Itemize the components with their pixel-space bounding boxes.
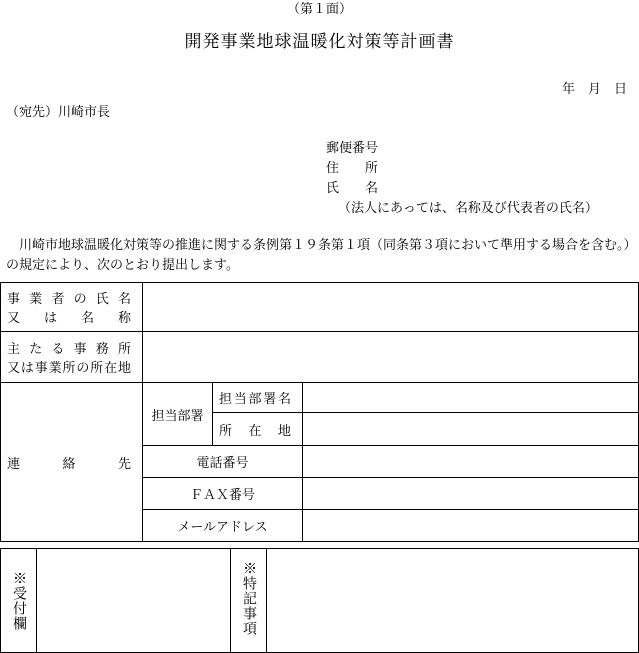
phone-label: 電話番号 (196, 456, 249, 471)
reception-value[interactable] (37, 549, 231, 653)
applicant-block (326, 139, 598, 219)
business-name-label-line1: 事業者の氏名 (7, 292, 131, 307)
page-label: （第１面） (286, 2, 352, 17)
office-row (1, 332, 639, 383)
office-value[interactable] (143, 332, 639, 383)
application-form-table (0, 282, 639, 542)
email-value[interactable] (303, 510, 639, 542)
business-name-label-line2: 又は名称 (7, 311, 131, 326)
email-label-cell (143, 510, 303, 542)
contact-label: 連絡先 (7, 456, 131, 472)
reception-label-cell (1, 549, 37, 653)
location-label-cell (213, 413, 303, 446)
reception-label: ※受付欄 (11, 571, 27, 631)
email-label: メールアドレス (177, 520, 268, 535)
office-label-line1: 主たる事務所 (7, 342, 131, 357)
corporation-note: （法人にあっては、名称及び代表者の氏名） (338, 201, 598, 216)
date-line: 年 月 日 (561, 82, 627, 97)
business-name-label-cell (1, 283, 143, 332)
fax-label: ＦＡＸ番号 (189, 488, 255, 503)
addressee: （宛先）川崎市長 (6, 105, 111, 120)
location-label: 所在地 (219, 423, 291, 439)
office-label-line2: 又は事業所の所在地 (7, 361, 131, 376)
department-name-row (1, 383, 639, 413)
department-label-cell (143, 383, 213, 446)
department-name-label-cell (213, 383, 303, 413)
document-title: 開発事業地球温暖化対策等計画書 (184, 32, 455, 52)
body-text: 川崎市地球温暖化対策等の推進に関する条例第１９条第１項（同条第３項において準用する場合を含む。）の規定により、次のとおり提出します。 (6, 238, 631, 273)
department-name-value[interactable] (303, 383, 639, 413)
special-notes-label-cell (231, 549, 267, 653)
location-value[interactable] (303, 413, 639, 446)
office-use-table (0, 548, 639, 653)
special-notes-label: ※特記事項 (241, 561, 257, 636)
phone-label-cell (143, 446, 303, 478)
contact-label-cell (1, 383, 143, 542)
phone-value[interactable] (303, 446, 639, 478)
office-label-cell (1, 332, 143, 383)
special-notes-value[interactable] (267, 549, 639, 653)
name-label: 氏 名 (326, 181, 379, 196)
fax-label-cell (143, 478, 303, 510)
department-label: 担当部署 (151, 408, 204, 424)
fax-value[interactable] (303, 478, 639, 510)
department-name-label: 担当部署名 (219, 392, 291, 407)
postal-code-label: 郵便番号 (326, 141, 379, 156)
address-label: 住 所 (326, 161, 379, 176)
business-name-row (1, 283, 639, 332)
business-name-value[interactable] (143, 283, 639, 332)
